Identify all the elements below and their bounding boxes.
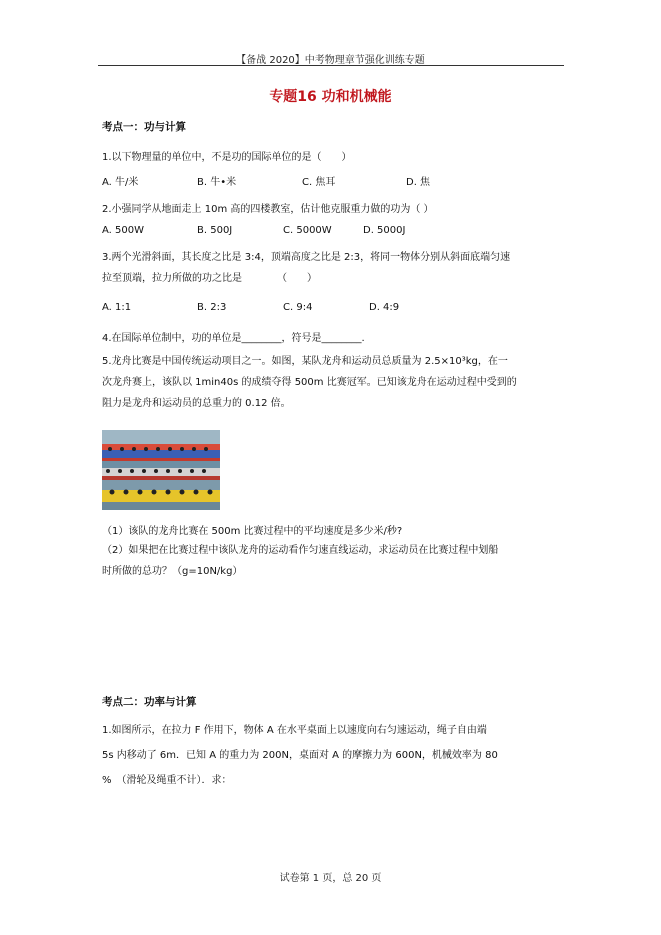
- s2-q1-line1: 1.如图所示，在拉力 F 作用下，物体 A 在水平桌面上以速度向右匀速运动，绳子自由端: [102, 725, 487, 736]
- q5-sub2: [102, 540, 562, 582]
- q3-option-a: A. 1:1: [102, 302, 132, 313]
- page-title: 专题16 功和机械能: [269, 89, 392, 105]
- q2-option-d: D. 5000J: [363, 225, 406, 236]
- q3-option-d: D. 4:9: [369, 302, 400, 313]
- q1-option-a: A. 牛/米: [102, 177, 139, 188]
- q3-stem: [102, 247, 562, 289]
- page-header: 【备战 2020】中考物理章节强化训练专题: [236, 55, 425, 66]
- q5-line3: 阻力是龙舟和运动员的总重力的 0.12 倍。: [102, 398, 291, 409]
- page-footer: 试卷第 1 页，总 20 页: [279, 873, 382, 884]
- q5-sub2-line2: 时所做的总功？（g=10N/kg）: [102, 566, 243, 577]
- s2-q1-stem: [102, 718, 562, 793]
- q5-line1: 5.龙舟比赛是中国传统运动项目之一。如图，某队龙舟和运动员总质量为 2.5×10³kg，在一: [102, 356, 508, 367]
- section2-heading: 考点二：功率与计算: [102, 696, 197, 708]
- q5-sub1: （1）该队的龙舟比赛在 500m 比赛过程中的平均速度是多少米/秒?: [102, 526, 403, 537]
- dragon-boat-photo: [102, 430, 220, 510]
- q1-option-c: C. 焦耳: [302, 177, 336, 188]
- q5-sub2-line1: （2）如果把在比赛过程中该队龙舟的运动看作匀速直线运动，求运动员在比赛过程中划船: [102, 545, 499, 556]
- q2-option-b: B. 500J: [197, 225, 233, 236]
- header-divider: [98, 65, 564, 66]
- q3-option-c: C. 9:4: [283, 302, 313, 313]
- section1-heading: 考点一：功与计算: [102, 121, 186, 133]
- q3-option-b: B. 2:3: [197, 302, 227, 313]
- q5-line2: 次龙舟赛上，该队以 1min40s 的成绩夺得 500m 比赛冠军。已知该龙舟在运动过程中受到的: [102, 377, 517, 388]
- q5-stem: [102, 351, 562, 414]
- q1-option-d: D. 焦: [406, 177, 431, 188]
- dragon-boat-race-icon: [102, 430, 220, 510]
- q3-line2: 拉至顶端，拉力所做的功之比是 （ ）: [102, 273, 317, 284]
- q2-stem: 2.小强同学从地面走上 10m 高的四楼教室，估计他克服重力做的功为（ ）: [102, 204, 434, 215]
- q1-stem: 1.以下物理量的单位中，不是功的国际单位的是（ ）: [102, 152, 352, 163]
- q2-option-a: A. 500W: [102, 225, 144, 236]
- q3-line1: 3.两个光滑斜面，其长度之比是 3:4，顶端高度之比是 2:3，将同一物体分别从斜面底端匀速: [102, 252, 511, 263]
- q1-option-b: B. 牛•米: [197, 177, 237, 188]
- s2-q1-line3: % （滑轮及绳重不计）．求：: [102, 775, 232, 786]
- s2-q1-line2: 5s 内移动了 6m．已知 A 的重力为 200N，桌面对 A 的摩擦力为 600N，机械效率为 80: [102, 750, 498, 761]
- q4-text: 4.在国际单位制中，功的单位是________，符号是________.: [102, 333, 365, 344]
- q2-option-c: C. 5000W: [283, 225, 332, 236]
